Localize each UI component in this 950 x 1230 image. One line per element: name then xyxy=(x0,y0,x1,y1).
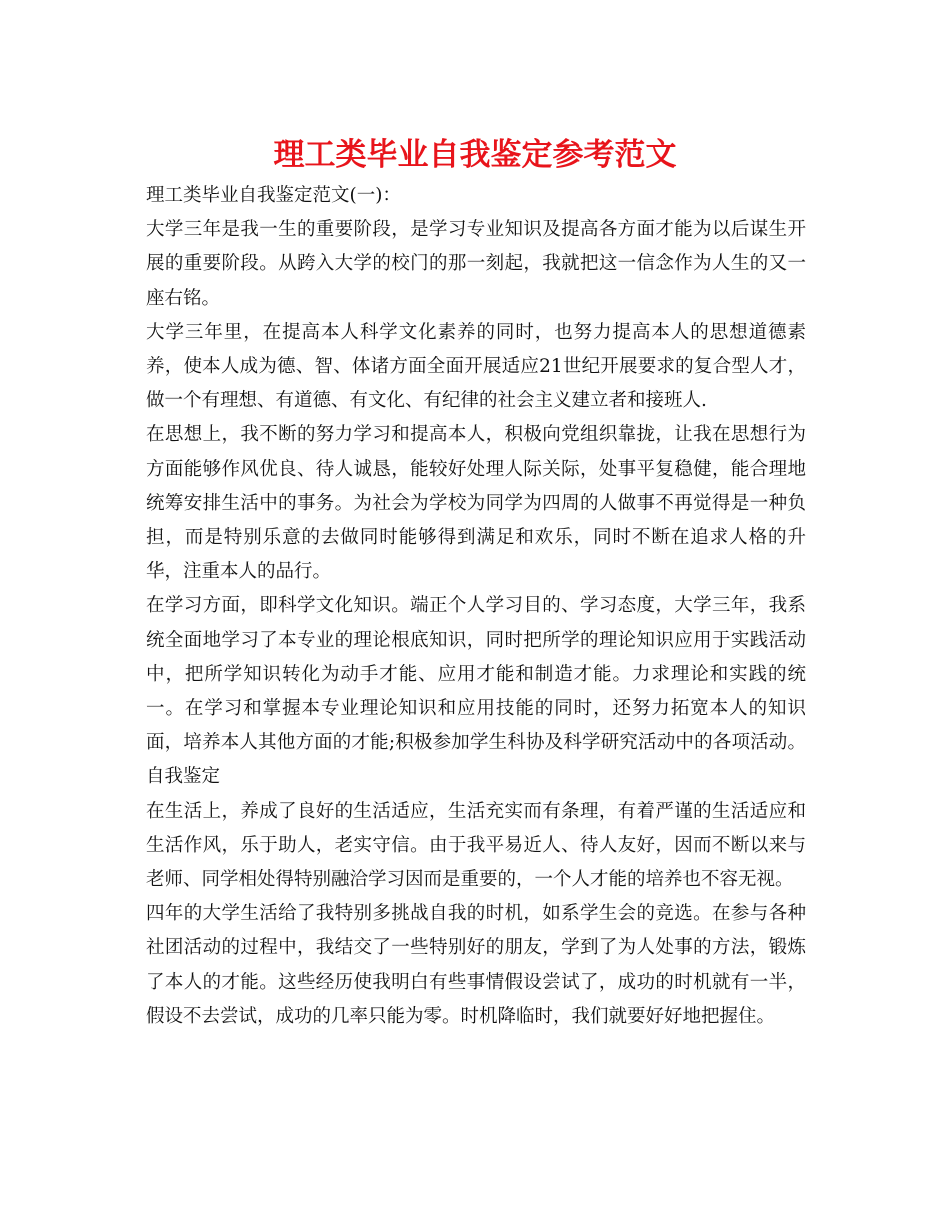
body-paragraph: 大学三年是我一生的重要阶段，是学习专业知识及提高各方面才能为以后谋生开展的重要阶段。从跨入大学的校门的那一刻起，我就把这一信念作为人生的又一座右铭。 xyxy=(146,219,806,309)
document-body xyxy=(146,179,806,1034)
body-paragraph: 在学习方面，即科学文化知识。端正个人学习目的、学习态度，大学三年，我系统全面地学习了本专业的理论根底知识，同时把所学的理论知识应用于实践活动中，把所学知识转化为动手才能、应用才能和制造才能。力求理论和实践的统一。在学习和掌握本专业理论知识和应用技能的同时，还努力拓宽本人的知识面，培养本人其他方面的才能;积极参加学生科协及科学研究活动中的各项活动。自我鉴定 xyxy=(146,595,806,788)
body-paragraph: 大学三年里，在提高本人科学文化素养的同时，也努力提高本人的思想道德素养，使本人成为德、智、体诸方面全面开展适应21世纪开展要求的复合型人才，做一个有理想、有道德、有文化、有纪律的社会主义建立者和接班人. xyxy=(146,321,806,412)
subtitle-paragraph: 理工类毕业自我鉴定范文(一)： xyxy=(146,185,401,206)
body-paragraph: 在生活上，养成了良好的生活适应，生活充实而有条理，有着严谨的生活适应和生活作风，乐于助人，老实守信。由于我平易近人、待人友好，因而不断以来与老师、同学相处得特别融洽学习因而是重要的，一个人才能的培养也不容无视。 xyxy=(146,800,806,891)
body-paragraph: 四年的大学生活给了我特别多挑战自我的时机，如系学生会的竞选。在参与各种社团活动的过程中，我结交了一些特别好的朋友，学到了为人处事的方法，锻炼了本人的才能。这些经历使我明白有些事情假设尝试了，成功的时机就有一半，假设不去尝试，成功的几率只能为零。时机降临时，我们就要好好地把握住。 xyxy=(146,903,806,1027)
document-title: 理工类毕业自我鉴定参考范文 xyxy=(273,137,677,173)
body-paragraph: 在思想上，我不断的努力学习和提高本人，积极向党组织靠拢，让我在思想行为方面能够作风优良、待人诚恳，能较好处理人际关际，处事平复稳健，能合理地统筹安排生活中的事务。为社会为学校为同学为四周的人做事不再觉得是一种负担，而是特别乐意的去做同时能够得到满足和欢乐，同时不断在追求人格的升华，注重本人的品行。 xyxy=(146,424,806,583)
